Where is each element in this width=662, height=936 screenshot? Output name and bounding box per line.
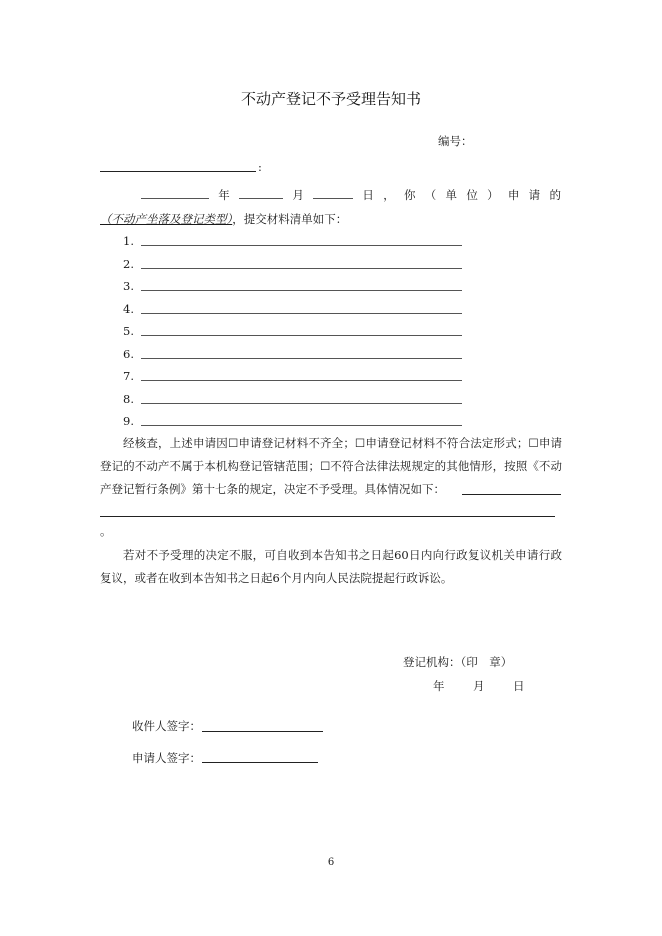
receiver-signature-field[interactable] xyxy=(202,731,323,732)
you-label: 你 xyxy=(403,188,416,202)
month-field[interactable] xyxy=(239,186,283,199)
property-placeholder[interactable]: （不动产坐落及登记类型） xyxy=(100,212,233,226)
applicant-signature-label: 申请人签字： xyxy=(132,751,201,765)
apply-char-2: 请 xyxy=(528,188,541,202)
authority-year: 年 xyxy=(433,679,445,693)
year-field[interactable] xyxy=(141,186,209,199)
material-field-8[interactable] xyxy=(141,403,462,404)
month-label: 月 xyxy=(292,188,304,202)
checkbox-out-of-jurisdiction[interactable]: ☐ xyxy=(528,436,539,450)
details-period: 。 xyxy=(100,524,112,538)
material-field-9[interactable] xyxy=(141,425,462,426)
option-out-of-jurisdiction: 申请登记的不动产不属于本机构登记管辖范围； xyxy=(100,436,563,473)
appeal-paragraph: 若对不予受理的决定不服，可自收到本告知书之日起60日内向行政复议机关申请行政复议，或者在收到本告知书之日起6个月内向人民法院提起行政诉讼。 xyxy=(100,548,562,585)
unit-char-2: 位 xyxy=(466,188,478,202)
material-num-8: 8. xyxy=(123,392,134,406)
materials-intro-line xyxy=(100,211,347,227)
rparen: ） xyxy=(487,188,499,202)
option-other: 不符合法律法规规定的其他情形， xyxy=(330,459,505,473)
authority-label: 登记机构：（印 章） xyxy=(403,655,513,669)
addressee-colon: : xyxy=(258,160,262,174)
material-field-5[interactable] xyxy=(141,335,462,336)
apply-char-1: 申 xyxy=(507,188,520,202)
authority-month: 月 xyxy=(473,679,485,693)
addressee-field[interactable] xyxy=(100,171,256,172)
authority-day: 日 xyxy=(513,679,525,693)
material-num-1: 1. xyxy=(123,234,134,248)
details-field-1[interactable] xyxy=(462,494,561,495)
material-field-2[interactable] xyxy=(141,268,462,269)
material-num-5: 5. xyxy=(123,324,134,338)
material-num-7: 7. xyxy=(123,369,134,383)
comma: ， xyxy=(383,188,395,202)
material-num-6: 6. xyxy=(123,347,134,361)
material-num-4: 4. xyxy=(123,302,134,316)
applicant-signature-field[interactable] xyxy=(202,762,318,763)
option-incomplete: 申请登记材料不齐全； xyxy=(238,436,355,450)
checkbox-invalid-form[interactable]: ☐ xyxy=(354,436,366,450)
receiver-signature-label: 收件人签字： xyxy=(132,719,201,733)
checkbox-other[interactable]: ☐ xyxy=(320,459,331,473)
page-number: 6 xyxy=(327,857,335,868)
material-field-1[interactable] xyxy=(141,245,462,246)
checkbox-incomplete[interactable]: ☐ xyxy=(227,436,239,450)
review-intro: 经核查，上述申请因 xyxy=(123,436,228,450)
material-field-3[interactable] xyxy=(141,290,462,291)
material-field-7[interactable] xyxy=(141,380,462,381)
review-paragraph xyxy=(100,432,562,501)
day-field[interactable] xyxy=(313,186,353,199)
material-num-3: 3. xyxy=(123,279,134,293)
material-num-9: 9. xyxy=(123,414,134,428)
material-field-4[interactable] xyxy=(141,313,462,314)
materials-intro: ，提交材料清单如下： xyxy=(232,212,348,226)
date-line xyxy=(141,186,561,203)
material-field-6[interactable] xyxy=(141,358,462,359)
day-label: 日 xyxy=(362,188,374,202)
option-invalid-form: 申请登记材料不符合法定形式； xyxy=(365,436,529,450)
details-field-2[interactable] xyxy=(100,516,555,517)
number-label: 编号： xyxy=(438,134,473,148)
of-char: 的 xyxy=(549,188,561,202)
review-conclusion: 按照《不动产登记暂行条例》第十七条的规定，决定不予受理。具体情况如下： xyxy=(100,459,563,496)
lparen: （ xyxy=(424,188,437,202)
page-title: 不动产登记不予受理告知书 xyxy=(240,90,421,108)
year-label: 年 xyxy=(218,188,230,202)
material-num-2: 2. xyxy=(123,257,134,271)
unit-char-1: 单 xyxy=(445,188,458,202)
